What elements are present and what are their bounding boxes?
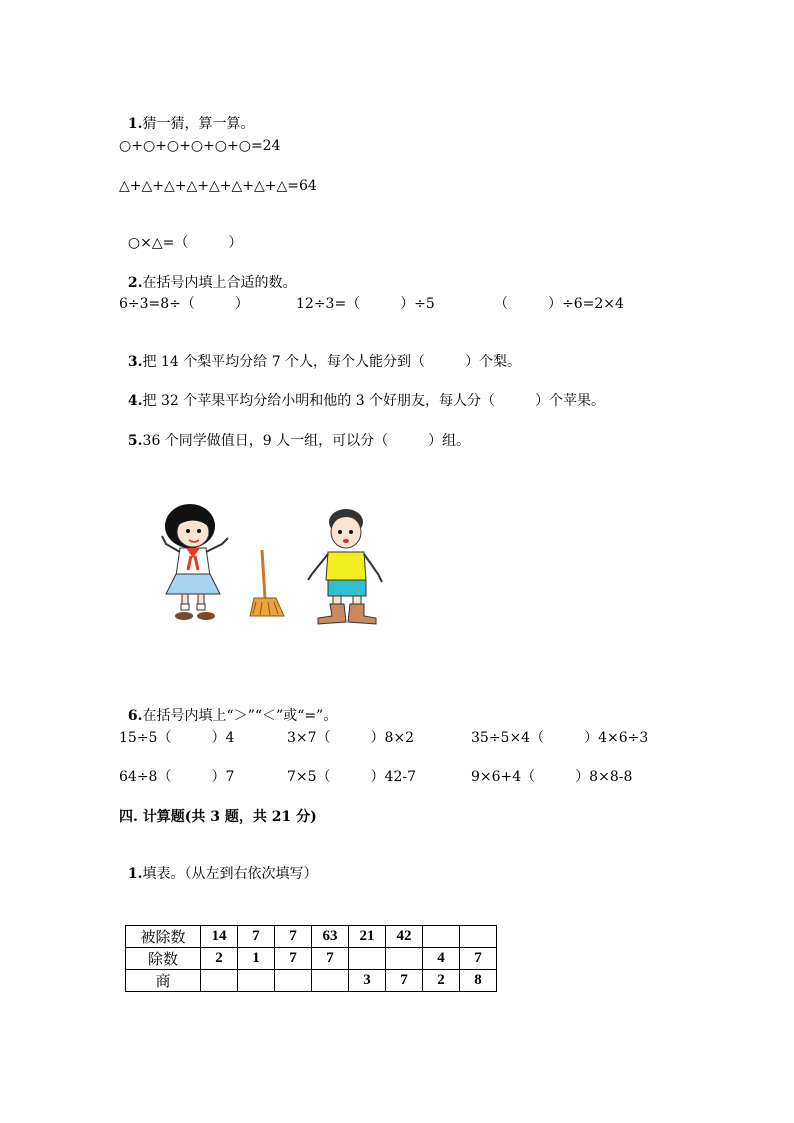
table-cell: [275, 970, 312, 992]
question-number: 1.: [127, 116, 143, 132]
question-text: 在括号内填上合适的数。: [142, 275, 297, 291]
expression-close: ）: [228, 235, 243, 251]
table-cell: 7: [312, 948, 349, 970]
table-cell: [460, 926, 497, 948]
table-cell: 2: [201, 948, 238, 970]
cleaning-duty-illustration: [150, 498, 400, 638]
question-number: 6.: [127, 708, 143, 724]
question-number: 2.: [127, 275, 143, 291]
compare-item: 15÷5（ ）4: [119, 730, 235, 746]
row-header: 被除数: [126, 926, 201, 948]
fill-item: （ ）÷6=2×4: [494, 296, 624, 312]
table-cell: [423, 926, 460, 948]
question-number: 1.: [127, 866, 143, 882]
table-cell: [312, 970, 349, 992]
product-blank-line: [119, 216, 242, 252]
boy-figure-icon: [308, 509, 382, 624]
compare-item: 9×6+4（ ）8×8-8: [471, 769, 633, 785]
table-cell: 7: [238, 926, 275, 948]
table-cell: 2: [423, 970, 460, 992]
compare-item: 3×7（ ）8×2: [287, 730, 415, 746]
table-cell: 7: [386, 970, 423, 992]
circle-equation: ○+○+○+○+○+○=24: [119, 138, 281, 154]
question-1-title: [119, 97, 255, 133]
broom-icon: [250, 550, 284, 616]
compare-item: 7×5（ ）42-7: [287, 769, 416, 785]
compare-item: 64÷8（ ）7: [119, 769, 235, 785]
fill-item: 12÷3=（ ）÷5: [296, 296, 435, 312]
question-2-title: [119, 256, 297, 292]
fill-item: 6÷3=8÷（ ）: [119, 296, 249, 312]
table-cell: 1: [238, 948, 275, 970]
table-cell: 63: [312, 926, 349, 948]
table-cell: 8: [460, 970, 497, 992]
question-number: 5.: [127, 433, 143, 449]
section-heading: 四. 计算题(共 3 题，共 21 分): [119, 809, 317, 825]
table-cell: 42: [386, 926, 423, 948]
compare-item: 35÷5×4（ ）4×6÷3: [471, 730, 649, 746]
table-cell: [349, 948, 386, 970]
question-number: 4.: [127, 393, 143, 409]
question-5: 5.36 个同学做值日，9 人一组，可以分（ ）组。: [127, 433, 471, 449]
question-text: 在括号内填上“＞”“＜”或“=”。: [142, 708, 338, 724]
question-3: 3.把 14 个梨平均分给 7 个人，每个人能分到（ ）个梨。: [127, 354, 522, 370]
table-cell: [386, 948, 423, 970]
table-cell: 7: [460, 948, 497, 970]
table-cell: 7: [275, 948, 312, 970]
table-cell: 7: [275, 926, 312, 948]
compare-row-1: [119, 729, 719, 747]
girl-figure-icon: [162, 504, 228, 620]
question-6-title: [119, 689, 337, 725]
division-table: [125, 925, 497, 992]
question-text: 填表。（从左到右依次填写）: [142, 866, 318, 882]
expression: ○×△=（: [127, 235, 189, 251]
question-2-items: [119, 295, 719, 313]
calc-question-1: [119, 847, 318, 883]
table-cell: 14: [201, 926, 238, 948]
table-row-divisor: [126, 948, 497, 970]
table-cell: [201, 970, 238, 992]
row-header: 商: [126, 970, 201, 992]
table-row-quotient: [126, 970, 497, 992]
table-row-dividend: [126, 926, 497, 948]
question-text: 猜一猜，算一算。: [142, 116, 255, 132]
table-cell: 21: [349, 926, 386, 948]
question-number: 3.: [127, 354, 143, 370]
table-cell: [238, 970, 275, 992]
triangle-equation: △+△+△+△+△+△+△+△=64: [119, 178, 317, 194]
table-cell: 3: [349, 970, 386, 992]
question-4: 4.把 32 个苹果平均分给小明和他的 3 个好朋友，每人分（ ）个苹果。: [127, 393, 606, 409]
compare-row-2: [119, 768, 719, 786]
row-header: 除数: [126, 948, 201, 970]
table-cell: 4: [423, 948, 460, 970]
